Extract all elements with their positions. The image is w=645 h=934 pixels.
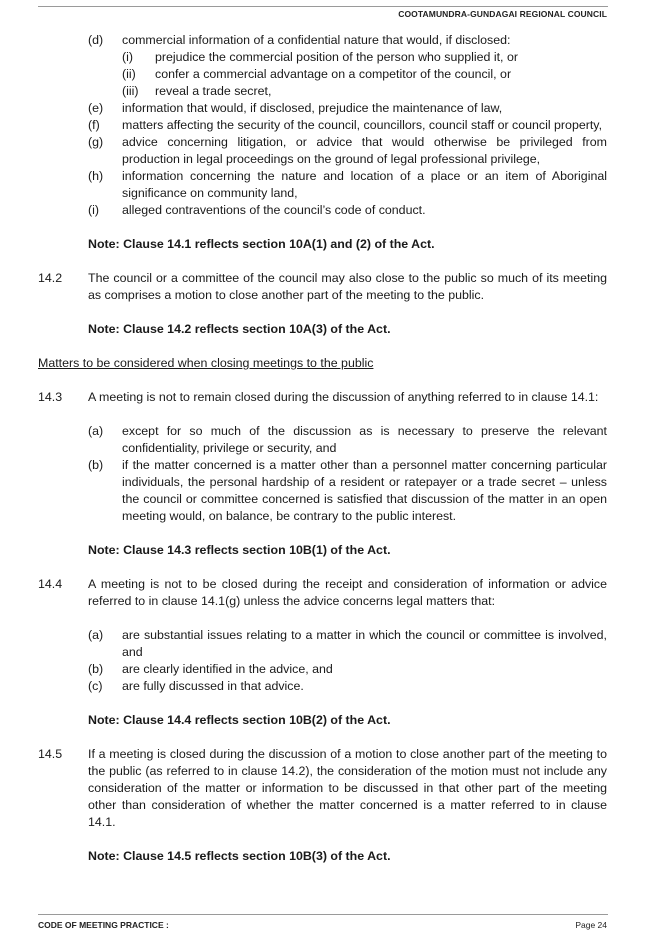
clause-14-2 [38,270,607,304]
sublist-label: (iii) [122,84,139,98]
list-text: matters affecting the security of the council, councillors, council staff or council property, [122,118,603,132]
clause-14-4 [38,576,607,610]
clause-number: 14.5 [38,747,63,761]
note-14-2: Note: Clause 14.2 reflects section 10A(3) of the Act. [88,322,391,336]
list-item-h [38,168,607,202]
clause-number: 14.4 [38,577,63,591]
footer-rule [38,914,608,915]
list-item [38,678,607,695]
sublist-item [38,66,607,83]
list-text: alleged contraventions of the council’s code of conduct. [122,203,426,217]
list-item-i [38,202,607,219]
sublist-item [38,49,607,66]
list-label: (c) [88,679,103,693]
sublist-text: reveal a trade secret, [155,84,272,98]
list-label: (b) [88,662,104,676]
list-text: except for so much of the discussion as is necessary to preserve the relevant confidentiality, privilege or security, and [122,424,607,455]
note-14-1: Note: Clause 14.1 reflects section 10A(1) and (2) of the Act. [88,237,435,251]
list-label: (b) [88,458,104,472]
clause-text: A meeting is not to be closed during the receipt and consideration of information or advice referred to in clause 14.1(g) unless the advice concerns legal matters that: [88,577,607,608]
list-text: if the matter concerned is a matter other than a personnel matter concerning particular individuals, the personal hardship of a resident or ratepayer or a trade secret – unless the council or committee concerned is satisfied that discussion of the matter in an open meeting would, on balance, be contrary to the public interest. [122,458,607,523]
list-label: (i) [88,203,100,217]
note-14-4: Note: Clause 14.4 reflects section 10B(2) of the Act. [88,713,391,727]
sublist-text: confer a commercial advantage on a competitor of the council, or [155,67,512,81]
sublist-item [38,83,607,100]
clause-text: A meeting is not to remain closed during the discussion of anything referred to in clause 14.1: [88,390,599,404]
list-item-d [38,32,607,49]
list-item-g [38,134,607,168]
clause-14-3 [38,389,607,406]
list-item [38,457,607,525]
list-label: (e) [88,101,104,115]
list-text: advice concerning litigation, or advice that would otherwise be privileged from production in legal proceedings on the ground of legal professional privilege, [122,135,607,166]
list-label: (d) [88,33,104,47]
list-text: commercial information of a confidential nature that would, if disclosed: [122,33,511,47]
list-item [38,423,607,457]
list-text: are clearly identified in the advice, and [122,662,333,676]
list-label: (a) [88,628,104,642]
note-14-3: Note: Clause 14.3 reflects section 10B(1) of the Act. [88,543,391,557]
header-title: COOTAMUNDRA-GUNDAGAI REGIONAL COUNCIL [398,9,607,19]
list-text: information that would, if disclosed, prejudice the maintenance of law, [122,101,503,115]
list-item-f [38,117,607,134]
list-item-e [38,100,607,117]
note-14-5: Note: Clause 14.5 reflects section 10B(3) of the Act. [88,849,391,863]
section-heading: Matters to be considered when closing meetings to the public [38,356,374,370]
clause-text: The council or a committee of the council may also close to the public so much of its meeting as comprises a motion to close another part of the meeting to the public. [88,271,607,302]
list-text: information concerning the nature and location of a place or an item of Aboriginal significance on community land, [122,169,607,200]
list-label: (a) [88,424,104,438]
list-item [38,627,607,661]
document-body [38,32,607,865]
sublist-label: (i) [122,50,134,64]
footer-page-number: Page 24 [575,920,607,930]
list-text: are fully discussed in that advice. [122,679,304,693]
footer-document-title: CODE OF MEETING PRACTICE : [38,920,169,930]
clause-number: 14.2 [38,271,63,285]
list-label: (f) [88,118,100,132]
list-label: (h) [88,169,104,183]
clause-text: If a meeting is closed during the discussion of a motion to close another part of the meeting to the public (as referred to in clause 14.2), the consideration of the motion must not include any consideration of the matter or information to be discussed in that other part of the meeting other than consideration of whether the matter concerned is a matter referred to in clause 14.1. [88,747,607,829]
clause-number: 14.3 [38,390,63,404]
header-rule [38,6,608,7]
clause-14-5 [38,746,607,831]
list-label: (g) [88,135,104,149]
sublist-label: (ii) [122,67,136,81]
list-item [38,661,607,678]
list-text: are substantial issues relating to a matter in which the council or committee is involved, and [122,628,607,659]
sublist-text: prejudice the commercial position of the person who supplied it, or [155,50,518,64]
